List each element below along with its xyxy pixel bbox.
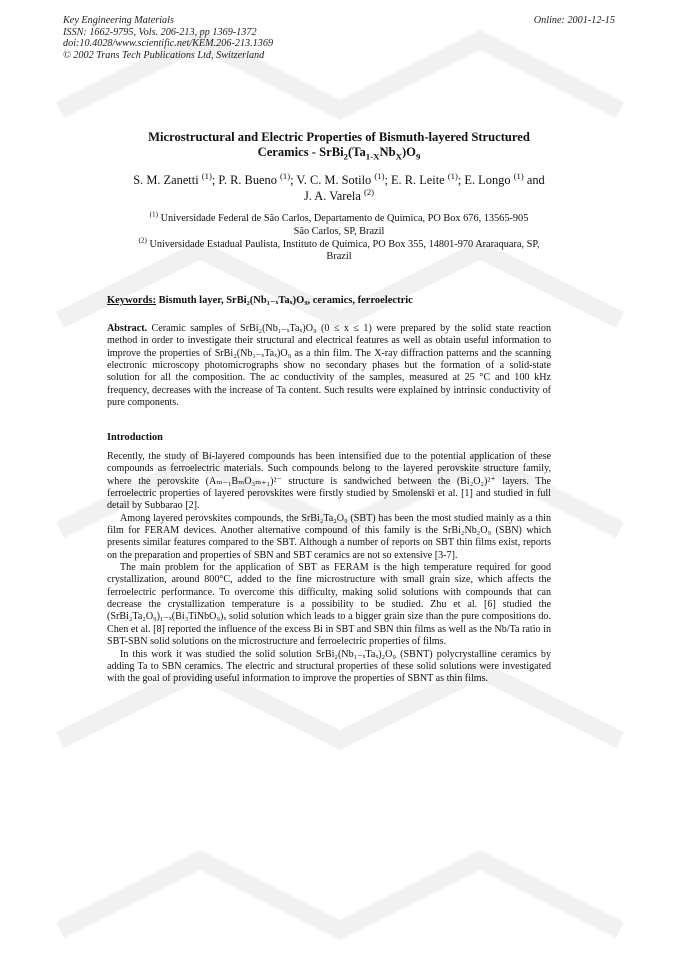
intro-paragraph-1: Recently, the study of Bi-layered compounds has been intensified due to the potential application of these compounds as ferroelectric materials. Such compounds belong to the layered perovskite structure family, where the perovskite (Aₘ₋₁BₘO₃ₘ₊₁)²⁻ structure is sandwiched between the (Bi₂O₂)²⁺ layers. The ferroelectric properties of layered perovskites were firstly studied by Smolenski et al. [1] and studied in full detail by Subbarao [2].: [107, 451, 551, 512]
keywords-text: Bismuth layer, SrBi₂(Nb₁₋ₓTaₓ)O₉, ceramics, ferroelectric: [156, 295, 413, 306]
authors-line-1: S. M. Zanetti $^{(1)}$; P. R. Bueno $^{(1)}$; V. C. M. Sotilo $^{(1)}$; E. R. Leite $^{(1)}$; E. Longo $^{(1)}$ and: [133, 170, 545, 187]
abstract-label: Abstract.: [107, 323, 148, 334]
journal-name: Key Engineering Materials: [63, 15, 174, 26]
keywords-label: Keywords:: [107, 295, 156, 306]
online-date: Online: 2001-12-15: [533, 15, 615, 26]
journal-doi[interactable]: doi:10.4028/www.scientific.net/KEM.206-213.1369: [63, 38, 274, 50]
title-line-2: Ceramics - $SrBi_2(Ta_{1-X}Nb_X)O_9$: [257, 145, 421, 162]
authors-line-2: J. A. Varela $^{(2)}$: [303, 186, 375, 203]
journal-issn: ISSN: 1662-9795, Vols. 206-213, pp 1369-1372: [63, 26, 257, 38]
affiliation-1-city: São Carlos, SP, Brazil: [293, 225, 385, 237]
journal-header: [63, 15, 273, 61]
intro-paragraph-2: Among layered perovskites compounds, the SrBi₂Ta₂O₉ (SBT) has been the most studied mainly as a thin film for FERAM devices. Another alternative compound of this family is the SrBi₂Nb₂O₉ (SBN) which presents similar features compared to the SBT. Although a number of reports on SBT thin films exist, reports on the preparation and properties of SBN and SBT ceramics are not so extensive [3-7].: [107, 512, 551, 561]
keywords: [107, 294, 413, 306]
author-list: [90, 172, 588, 204]
affiliation-2: $^{(2)}$ Universidade Estadual Paulista, Instituto de Química, PO Box 355, 14801-970 Araraquara, SP,: [138, 236, 540, 250]
title-line-1: Microstructural and Electric Properties of Bismuth-layered Structured: [148, 130, 530, 144]
paper-title: [100, 130, 578, 160]
introduction-body: [107, 451, 551, 686]
affiliation-2-country: Brazil: [326, 251, 352, 263]
journal-copyright: © 2002 Trans Tech Publications Ltd, Switzerland: [63, 49, 265, 61]
intro-paragraph-3: The main problem for the application of SBT as FERAM is the high temperature required for good crystallization, around 800°C, added to the fine microstructure with small grain size, which affects the ferroelectric performance. To overcome this difficulty, making solid solutions with compounds that can decrease the crystallization temperature is a possibility to be studied. Zhu et al. [6] studied the (SrBi₂Ta₂O₉)₁₋ₓ(Bi₃TiNbO₉)ₓ solid solution which leads to a bigger grain size than the pure compositions do. Chen et al. [8] reported the influence of the excess Bi in SBT and SBN thin films as well as the Nb/Ta ratio in SBT-SBN solid solutions on the microstructure and ferroelectric properties of films.: [107, 562, 551, 648]
intro-paragraph-4: In this work it was studied the solid solution SrBi₂(Nb₁₋ₓTaₓ)₂O₉ (SBNT) polycrystalline ceramics by adding Ta to SBN ceramics. The electric and structural properties of these solid solutions were investigated with the goal of providing useful information to improve the properties of SBNT as thin films.: [107, 648, 551, 685]
abstract: [107, 323, 551, 409]
section-heading-introduction: Introduction: [107, 432, 163, 443]
abstract-text: Ceramic samples of SrBi₂(Nb₁₋ₓTaₓ)O₉ (0 ≤ x ≤ 1) were prepared by the solid state reaction method in order to investigate their structural and electrical features as well as obtain useful information to improve the properties of SrBi₂(Nb₁₋ₓTaₓ)O₉ as a thin film. The X-ray diffraction patterns and the scanning electronic microscopy photomicrographs show no secondary phases but the formation of a solid-state solution for all the composition. The ac conductivity of the samples, measured at 25 °C and 100 kHz frequency, decreases with the increase of Ta content. Such results were explained by intrinsic conductivity of pure components.: [107, 323, 551, 409]
affiliations: [90, 210, 588, 264]
affiliation-1: $^{(1)}$ Universidade Federal de São Carlos, Departamento de Química, PO Box 676, 13565-905: [149, 210, 529, 224]
